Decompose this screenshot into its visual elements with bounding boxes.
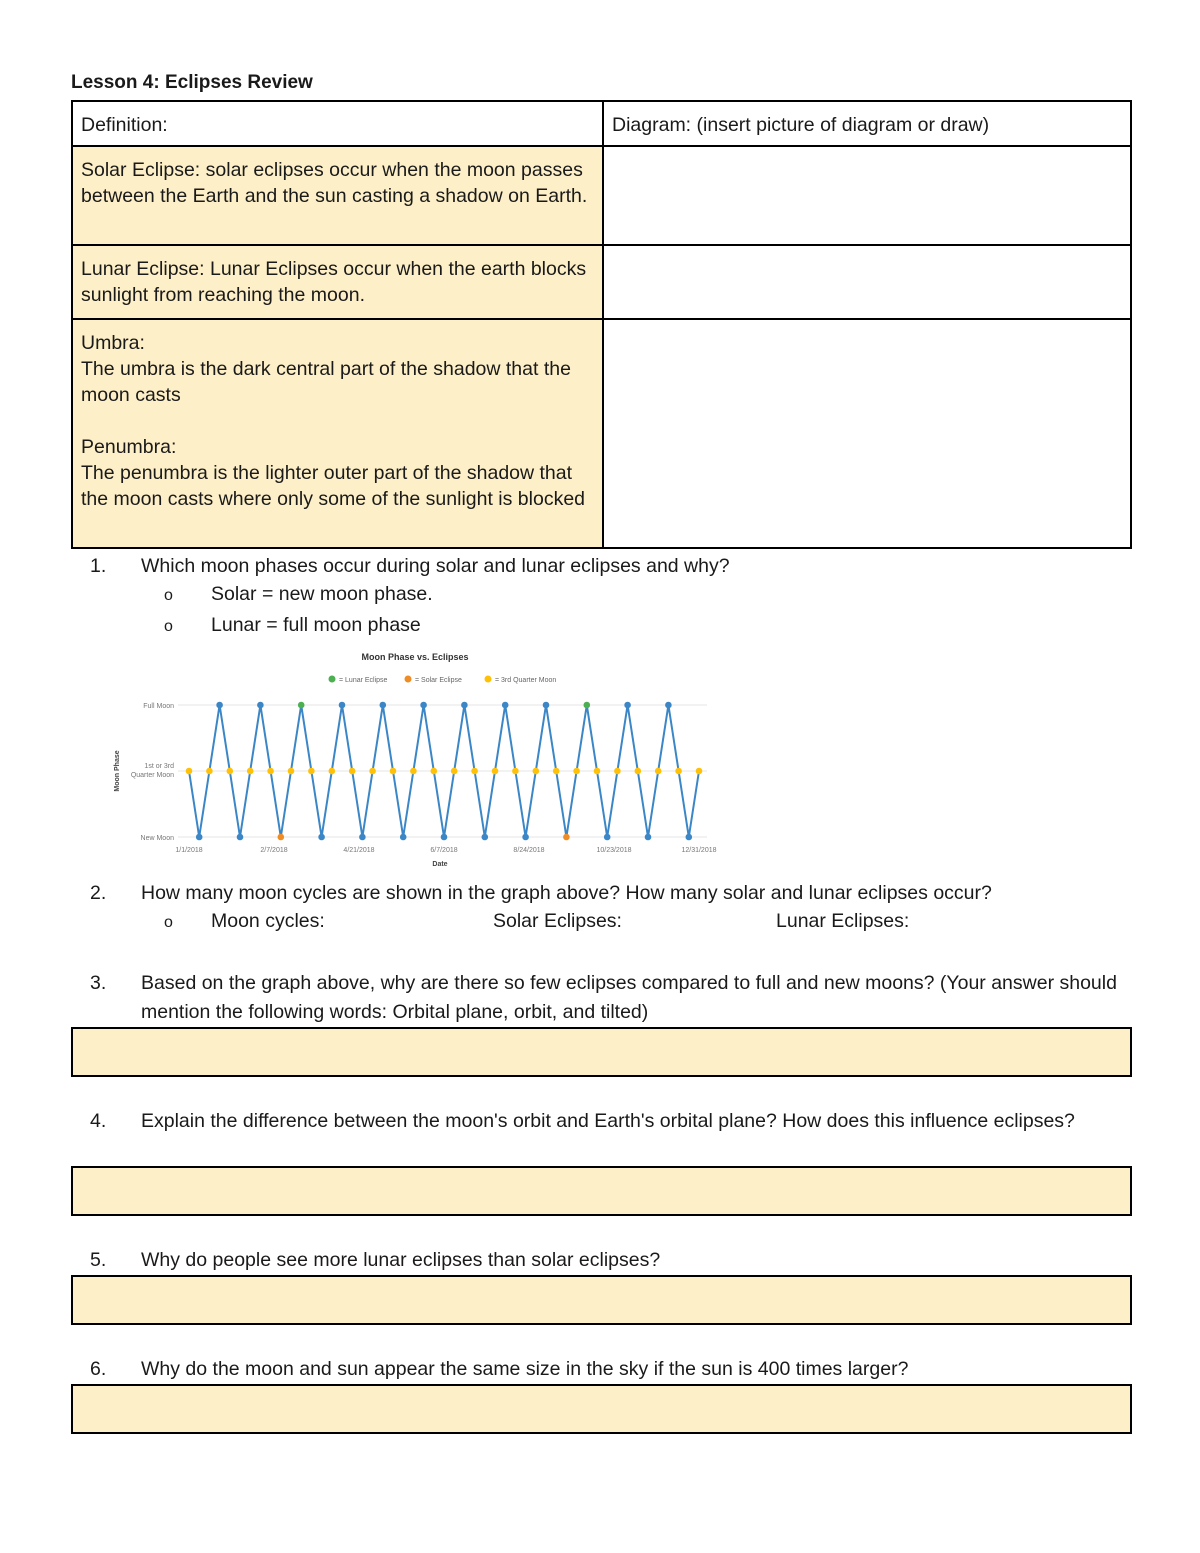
question-text: Why do the moon and sun appear the same size in the sky if the sun is 400 times larger? [141, 1358, 909, 1380]
data-point-quarter [369, 768, 376, 775]
data-point-lunar [298, 702, 305, 709]
bullet-icon: o [164, 587, 173, 604]
bullet-icon: o [164, 914, 173, 931]
answer-box-5[interactable] [71, 1275, 1132, 1325]
moon-cycles-label: Moon cycles: [211, 910, 325, 932]
y-axis-label: Moon Phase [114, 750, 121, 792]
question-number: 3. [90, 972, 107, 994]
answer-lunar: Lunar = full moon phase [211, 614, 421, 636]
diagram-header: Diagram: (insert picture of diagram or draw) [603, 101, 1131, 146]
data-point-new [482, 834, 489, 841]
data-point-full [665, 702, 672, 709]
answer-box-4[interactable] [71, 1166, 1132, 1216]
data-point-quarter [594, 768, 601, 775]
umbra-penumbra-definition [72, 319, 603, 548]
legend-marker [329, 676, 336, 683]
x-tick-label: 6/7/2018 [430, 847, 458, 854]
solar-diagram-cell[interactable] [603, 146, 1131, 245]
data-point-quarter [329, 768, 336, 775]
data-point-quarter [247, 768, 254, 775]
data-point-full [339, 702, 346, 709]
question-text: Which moon phases occur during solar and lunar eclipses and why? [141, 555, 730, 577]
legend-marker [405, 676, 412, 683]
question-text: Based on the graph above, why are there so few eclipses compared to full and new moons? (Your answer should mention the following words: Orbital plane, orbit, and tilted) [141, 972, 1117, 1023]
y-tick-label: Full Moon [143, 703, 174, 710]
x-tick-label: 12/31/2018 [681, 847, 717, 854]
data-point-full [216, 702, 223, 709]
question-number: 5. [90, 1249, 107, 1271]
question-text: Explain the difference between the moon's orbit and Earth's orbital plane? How does this influence eclipses? [141, 1110, 1075, 1132]
solar-eclipse-definition: Solar Eclipse: solar eclipses occur when the moon passes between the Earth and the sun casting a shadow on Earth. [72, 146, 603, 245]
lunar-diagram-cell[interactable] [603, 245, 1131, 319]
legend-label: = Lunar Eclipse [339, 677, 388, 684]
data-point-new [645, 834, 652, 841]
question-number: 6. [90, 1358, 107, 1380]
data-point-quarter [573, 768, 580, 775]
lunar-eclipse-definition: Lunar Eclipse: Lunar Eclipses occur when the earth blocks sunlight from reaching the moon. [72, 245, 603, 319]
data-point-new [359, 834, 366, 841]
data-point-quarter [696, 768, 703, 775]
penumbra-text: The penumbra is the lighter outer part of the shadow that the moon casts where only some of the sunlight is blocked [81, 462, 586, 510]
question-number: 2. [90, 882, 107, 904]
data-point-quarter [308, 768, 315, 775]
x-tick-label: 2/7/2018 [260, 847, 288, 854]
data-point-full [257, 702, 264, 709]
eclipse-definitions-table [71, 100, 1132, 549]
lunar-eclipses-label: Lunar Eclipses: [776, 910, 910, 932]
data-point-new [237, 834, 244, 841]
y-tick-label: New Moon [140, 835, 174, 842]
x-tick-label: 8/24/2018 [513, 847, 545, 854]
data-point-quarter [675, 768, 682, 775]
umbra-diagram-cell[interactable] [603, 319, 1131, 548]
data-point-quarter [553, 768, 560, 775]
definition-header: Definition: [72, 101, 603, 146]
data-point-full [543, 702, 550, 709]
data-point-new [441, 834, 448, 841]
penumbra-title: Penumbra: [81, 436, 177, 458]
data-point-solar [278, 834, 285, 841]
umbra-text: The umbra is the dark central part of the shadow that the moon casts [81, 358, 571, 406]
answer-box-3[interactable] [71, 1027, 1132, 1077]
data-point-quarter [410, 768, 417, 775]
answer-solar: Solar = new moon phase. [211, 583, 433, 605]
legend-label: = 3rd Quarter Moon [495, 677, 557, 684]
data-point-full [502, 702, 509, 709]
page-title: Lesson 4: Eclipses Review [71, 72, 313, 93]
data-point-new [196, 834, 203, 841]
data-point-quarter [471, 768, 478, 775]
data-point-solar [563, 834, 570, 841]
data-point-full [420, 702, 427, 709]
data-point-new [318, 834, 325, 841]
answer-box-6[interactable] [71, 1384, 1132, 1434]
data-point-quarter [492, 768, 499, 775]
data-point-quarter [533, 768, 540, 775]
data-point-full [461, 702, 468, 709]
umbra-title: Umbra: [81, 332, 145, 354]
data-point-quarter [227, 768, 234, 775]
data-point-quarter [390, 768, 397, 775]
chart-title: Moon Phase vs. Eclipses [361, 652, 469, 662]
question-text: Why do people see more lunar eclipses than solar eclipses? [141, 1249, 661, 1271]
data-point-quarter [614, 768, 621, 775]
data-point-quarter [655, 768, 662, 775]
question-number: 4. [90, 1110, 107, 1132]
data-point-quarter [635, 768, 642, 775]
data-point-quarter [349, 768, 356, 775]
legend-marker [485, 676, 492, 683]
solar-eclipses-label: Solar Eclipses: [493, 910, 622, 932]
question-text: How many moon cycles are shown in the graph above? How many solar and lunar eclipses occur? [141, 882, 992, 904]
data-point-new [522, 834, 529, 841]
data-point-quarter [267, 768, 274, 775]
x-axis-label: Date [432, 861, 448, 868]
data-point-new [686, 834, 693, 841]
data-point-quarter [512, 768, 519, 775]
bullet-icon: o [164, 618, 173, 635]
question-number: 1. [90, 555, 107, 577]
x-tick-label: 1/1/2018 [175, 847, 203, 854]
data-point-quarter [288, 768, 295, 775]
data-point-full [380, 702, 387, 709]
data-point-quarter [451, 768, 458, 775]
data-point-quarter [206, 768, 213, 775]
y-tick-label: 1st or 3rd Quarter Moon [130, 763, 174, 779]
x-tick-label: 10/23/2018 [596, 847, 632, 854]
data-point-quarter [431, 768, 438, 775]
data-point-lunar [584, 702, 591, 709]
x-tick-label: 4/21/2018 [343, 847, 375, 854]
legend-label: = Solar Eclipse [415, 677, 462, 684]
data-point-quarter [186, 768, 193, 775]
data-point-full [624, 702, 631, 709]
moon-phase-chart [110, 644, 720, 874]
data-point-new [604, 834, 611, 841]
data-point-new [400, 834, 407, 841]
